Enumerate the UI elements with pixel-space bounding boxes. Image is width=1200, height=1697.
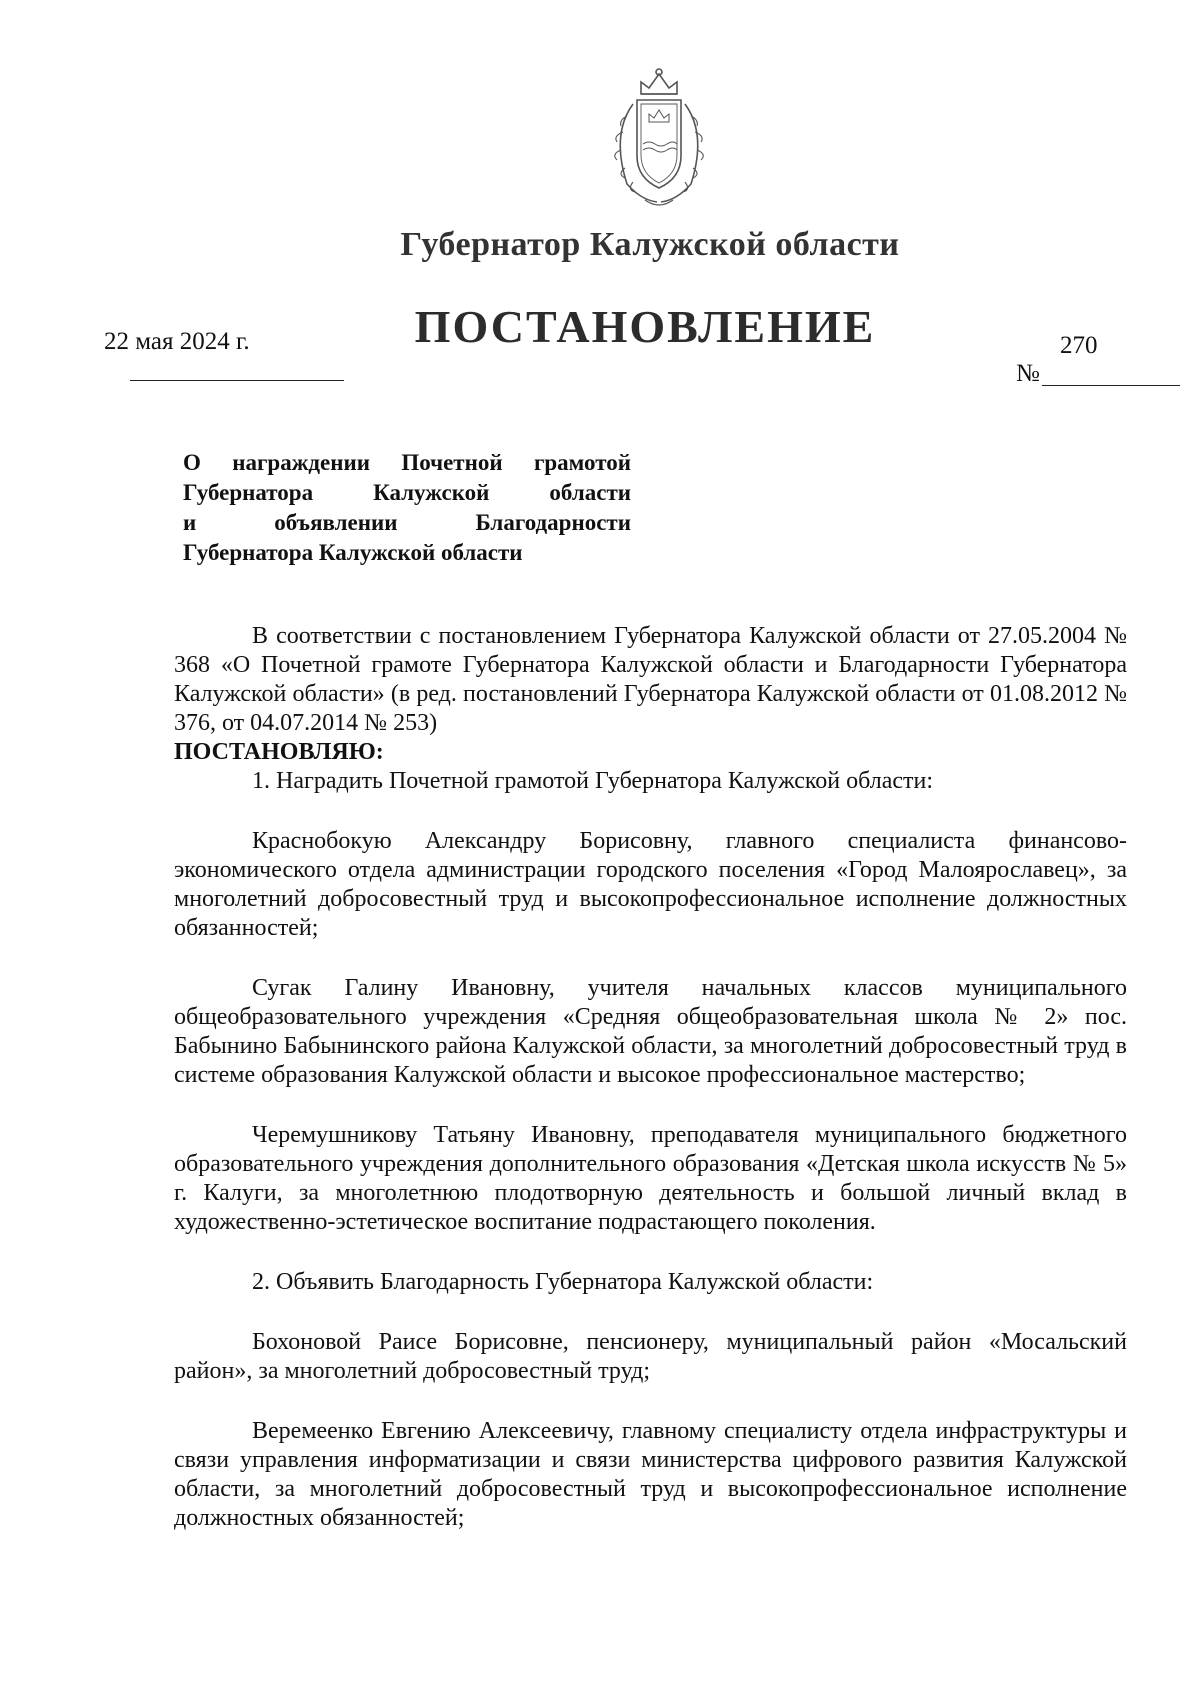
date-underline [130,380,344,381]
decree-word: ПОСТАНОВЛЯЮ: [174,739,384,765]
issuing-authority: Губернатор Калужской области [400,226,900,263]
document-type-title: ПОСТАНОВЛЕНИЕ [414,301,876,352]
document-date: 22 мая 2024 г. [104,328,250,355]
document-subject [183,448,631,568]
number-label: № [1016,360,1040,387]
item-1-heading: 1. Наградить Почетной грамотой Губернатора Калужской области: [252,768,934,794]
subject-line: Губернатора Калужской области [183,480,631,505]
item-2-heading: 2. Объявить Благодарность Губернатора Калужской области: [252,1269,874,1295]
number-underline [1042,385,1180,386]
awardee-paragraph: Веремеенко Евгению Алексеевичу, главному специалисту отдела инфраструктуры и связи управления информатизации и связи министерства цифрового развития Калужской области, за многолетний добросовестный труд и высокопрофессиональное исполнение должностных обязанностей; [174,1418,1127,1531]
awardee-paragraph: Сугак Галину Ивановну, учителя начальных классов муниципального общеобразовательного учреждения «Средняя общеобразовательная школа № 2» пос. Бабынино Бабынинского района Калужской области, за многолетний добросовестный труд в системе образования Калужской области и высокое профессиональное мастерство; [174,975,1127,1088]
awardee-paragraph: Краснобокую Александру Борисовну, главного специалиста финансово-экономического отдела администрации городского поселения «Город Малоярославец», за многолетний добросовестный труд и высокопрофессиональное исполнение должностных обязанностей; [174,828,1127,941]
subject-line: и объявлении Благодарности [183,510,631,535]
coat-of-arms-icon [597,64,721,212]
awardee-paragraph: Бохоновой Раисе Борисовне, пенсионеру, муниципальный район «Мосальский район», за многолетний добросовестный труд; [174,1329,1127,1384]
awardee-paragraph: Черемушникову Татьяну Ивановну, преподавателя муниципального бюджетного образовательного учреждения дополнительного образования «Детская школа искусств № 5» г. Калуги, за многолетнюю плодотворную деятельность и большой личный вклад в художественно-эстетическое воспитание подрастающего поколения. [174,1122,1127,1235]
document-body [174,622,1127,1533]
preamble-paragraph: В соответствии с постановлением Губернатора Калужской области от 27.05.2004 № 368 «О Почетной грамоте Губернатора Калужской области и Благодарности Губернатора Калужской области» (в ред. постановлений Губернатора Калужской области от 01.08.2012 № 376, от 04.07.2014 № 253) [174,623,1127,736]
subject-line: Губернатора Калужской области [183,540,523,565]
subject-line: О награждении Почетной грамотой [183,450,631,475]
document-number: 270 [1060,332,1098,359]
